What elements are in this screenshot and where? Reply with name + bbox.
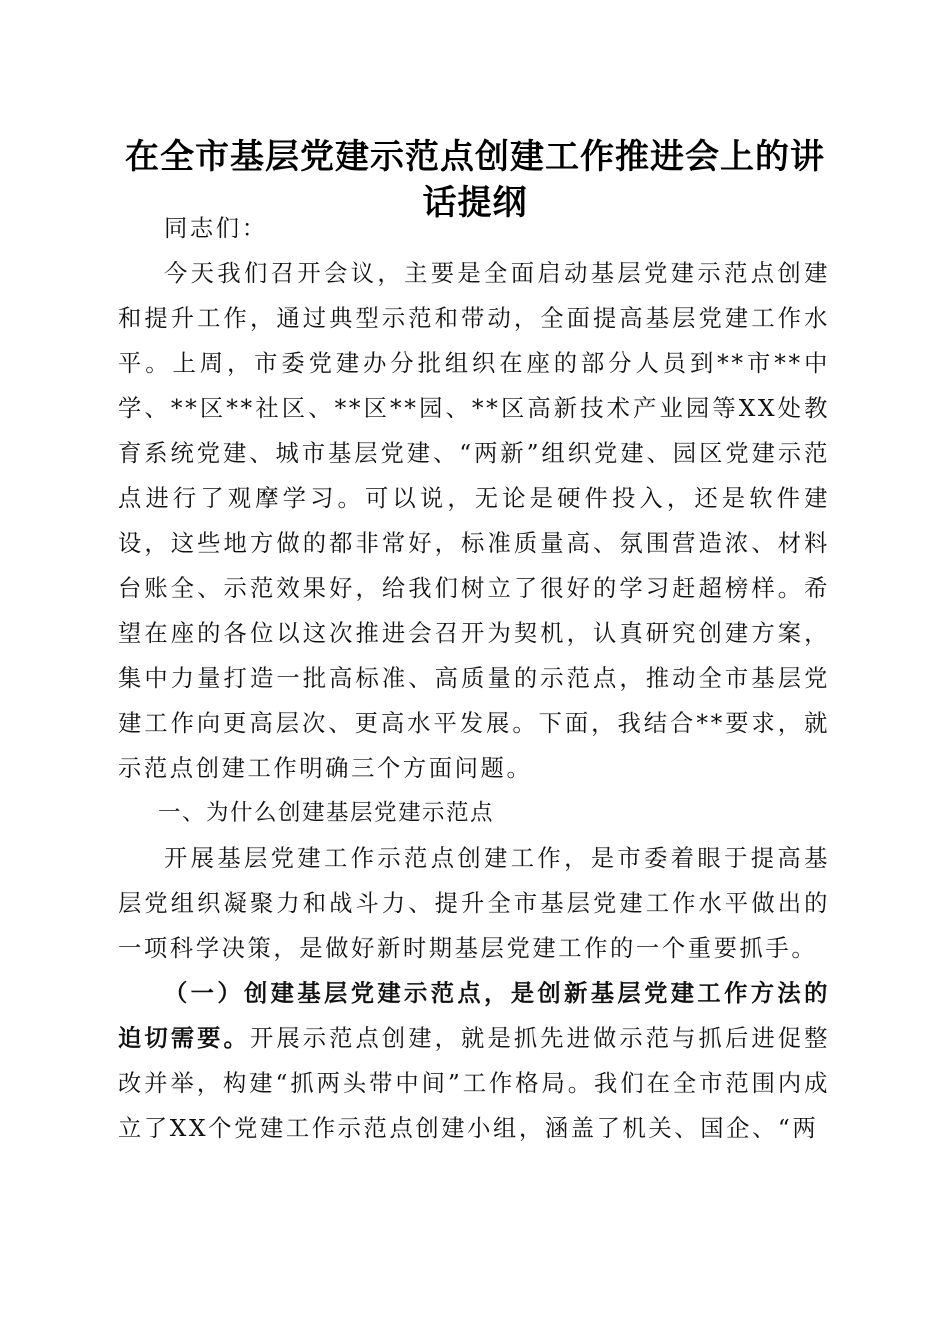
intro-paragraph: 今天我们召开会议，主要是全面启动基层党建示范点创建和提升工作，通过典型示范和带动，全面提高基层党建工作水平。上周，市委党建办分批组织在座的部分人员到**市**中学、**区**社区、**区**园、**区高新技术产业园等XX处教育系统党建、城市基层党建、“两新”组织党建、园区党建示范点进行了观摩学习。可以说，无论是硬件投入，还是软件建设，这些地方做的都非常好，标准质量高、氛围营造浓、材料台账全、示范效果好，给我们树立了很好的学习赶超榜样。希望在座的各位以这次推进会召开为契机，认真研究创建方案，集中力量打造一批高标准、高质量的示范点，推动全市基层党建工作向更高层次、更高水平发展。下面，我结合**要求，就示范点创建工作明确三个方面问题。 [118,260,830,782]
section-1-paragraph: 开展基层党建工作示范点创建工作，是市委着眼于提高基层党组织凝聚力和战斗力、提升全市基层党建工作水平做出的一项科学决策，是做好新时期基层党建工作的一个重要抓手。 [118,845,830,962]
document-body [118,206,830,1151]
document-title: 在全市基层党建示范点创建工作推进会上的讲话提纲 [125,137,825,223]
subsection-1-paragraph [118,971,830,1151]
greeting: 同志们： [164,215,268,242]
section-heading-1: 一、为什么创建基层党建示范点 [158,800,495,826]
subsection-1-text: 开展示范点创建，就是抓先进做示范与抓后进促整改并举，构建“抓两头带中间”工作格局。我们在全市范围内成立了XX个党建工作示范点创建小组，涵盖了机关、国企、“两 [118,1025,831,1142]
subsection-1-lead: （一）创建基层党建示范点，是创新基层党建工作方法的迫切需要。 [118,980,830,1052]
